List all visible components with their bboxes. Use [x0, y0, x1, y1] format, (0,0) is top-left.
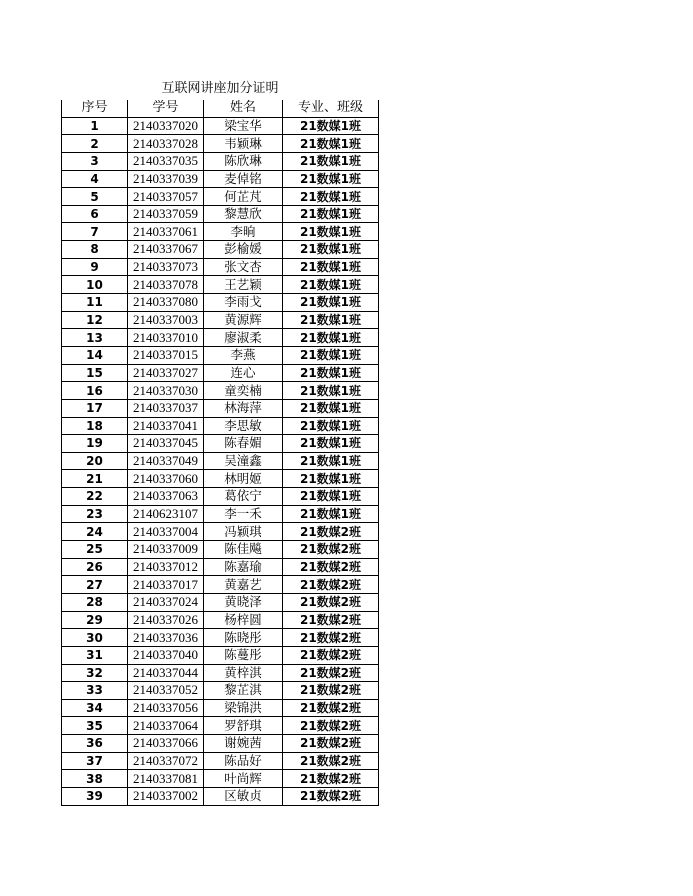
cell-name: 彭榆媛	[204, 241, 283, 259]
cell-student-id: 2140337039	[128, 170, 204, 188]
cell-student-id: 2140337056	[128, 699, 204, 717]
cell-name: 区敏贞	[204, 787, 283, 805]
cell-seq: 26	[62, 558, 128, 576]
cell-name: 黄源辉	[204, 311, 283, 329]
cell-student-id: 2140337063	[128, 488, 204, 506]
table-row	[62, 523, 379, 541]
table-row	[62, 682, 379, 700]
cell-class: 21数媒1班	[283, 276, 379, 294]
cell-seq: 16	[62, 382, 128, 400]
table-row	[62, 294, 379, 312]
cell-name: 韦颖琳	[204, 135, 283, 153]
cell-class: 21数媒1班	[283, 205, 379, 223]
cell-class: 21数媒1班	[283, 417, 379, 435]
table-row	[62, 611, 379, 629]
cell-seq: 25	[62, 541, 128, 559]
cell-student-id: 2140337045	[128, 435, 204, 453]
table-row	[62, 558, 379, 576]
cell-name: 葛依宁	[204, 488, 283, 506]
cell-name: 吴潼鑫	[204, 452, 283, 470]
table-row	[62, 170, 379, 188]
cell-seq: 37	[62, 752, 128, 770]
cell-name: 叶尚辉	[204, 770, 283, 788]
table-body	[62, 117, 379, 805]
cell-class: 21数媒2班	[283, 787, 379, 805]
cell-name: 黄晓泽	[204, 593, 283, 611]
cell-name: 林明姬	[204, 470, 283, 488]
cell-seq: 32	[62, 664, 128, 682]
cell-name: 廖淑柔	[204, 329, 283, 347]
table-row	[62, 188, 379, 206]
cell-class: 21数媒1班	[283, 399, 379, 417]
cell-student-id: 2140337002	[128, 787, 204, 805]
cell-name: 陈欣琳	[204, 152, 283, 170]
cell-name: 杨梓圆	[204, 611, 283, 629]
cell-student-id: 2140337027	[128, 364, 204, 382]
table-row	[62, 770, 379, 788]
table-row	[62, 258, 379, 276]
table-row	[62, 276, 379, 294]
cell-seq: 12	[62, 311, 128, 329]
cell-class: 21数媒1班	[283, 329, 379, 347]
cell-student-id: 2140337080	[128, 294, 204, 312]
cell-seq: 35	[62, 717, 128, 735]
cell-class: 21数媒2班	[283, 629, 379, 647]
cell-student-id: 2140337044	[128, 664, 204, 682]
cell-student-id: 2140337009	[128, 541, 204, 559]
cell-class: 21数媒1班	[283, 364, 379, 382]
table-row	[62, 135, 379, 153]
cell-name: 陈蔓彤	[204, 646, 283, 664]
cell-class: 21数媒2班	[283, 646, 379, 664]
cell-student-id: 2140337024	[128, 593, 204, 611]
table-row	[62, 699, 379, 717]
cell-name: 李晌	[204, 223, 283, 241]
cell-class: 21数媒2班	[283, 664, 379, 682]
cell-name: 麦倬铭	[204, 170, 283, 188]
cell-seq: 18	[62, 417, 128, 435]
cell-seq: 3	[62, 152, 128, 170]
cell-class: 21数媒2班	[283, 752, 379, 770]
cell-student-id: 2140337081	[128, 770, 204, 788]
cell-student-id: 2140337037	[128, 399, 204, 417]
cell-name: 陈晓彤	[204, 629, 283, 647]
cell-seq: 22	[62, 488, 128, 506]
cell-seq: 21	[62, 470, 128, 488]
column-header-seq: 序号	[62, 100, 128, 117]
cell-class: 21数媒2班	[283, 541, 379, 559]
cell-name: 黎慧欣	[204, 205, 283, 223]
cell-name: 李燕	[204, 346, 283, 364]
cell-seq: 14	[62, 346, 128, 364]
table-row	[62, 435, 379, 453]
cell-class: 21数媒2班	[283, 576, 379, 594]
cell-name: 梁锦洪	[204, 699, 283, 717]
cell-name: 谢婉茜	[204, 735, 283, 753]
cell-seq: 29	[62, 611, 128, 629]
cell-name: 何芷芃	[204, 188, 283, 206]
cell-class: 21数媒1班	[283, 346, 379, 364]
column-header-name: 姓名	[204, 100, 283, 117]
table-row	[62, 223, 379, 241]
cell-student-id: 2140337052	[128, 682, 204, 700]
cell-seq: 11	[62, 294, 128, 312]
table-row	[62, 364, 379, 382]
cell-student-id: 2140337073	[128, 258, 204, 276]
cell-seq: 2	[62, 135, 128, 153]
table-row	[62, 664, 379, 682]
cell-student-id: 2140337061	[128, 223, 204, 241]
cell-seq: 28	[62, 593, 128, 611]
cell-student-id: 2140337041	[128, 417, 204, 435]
cell-name: 冯颖琪	[204, 523, 283, 541]
table-row	[62, 541, 379, 559]
cell-class: 21数媒2班	[283, 682, 379, 700]
cell-class: 21数媒2班	[283, 770, 379, 788]
cell-seq: 1	[62, 117, 128, 135]
column-header-class: 专业、班级	[283, 100, 379, 117]
cell-student-id: 2140337049	[128, 452, 204, 470]
table-row	[62, 241, 379, 259]
cell-seq: 7	[62, 223, 128, 241]
cell-class: 21数媒2班	[283, 699, 379, 717]
cell-class: 21数媒2班	[283, 611, 379, 629]
cell-seq: 19	[62, 435, 128, 453]
cell-student-id: 2140337026	[128, 611, 204, 629]
cell-seq: 6	[62, 205, 128, 223]
table-row	[62, 382, 379, 400]
cell-seq: 33	[62, 682, 128, 700]
cell-seq: 34	[62, 699, 128, 717]
cell-class: 21数媒1班	[283, 505, 379, 523]
cell-class: 21数媒2班	[283, 593, 379, 611]
table-row	[62, 329, 379, 347]
cell-seq: 31	[62, 646, 128, 664]
cell-class: 21数媒1班	[283, 170, 379, 188]
cell-student-id: 2140337030	[128, 382, 204, 400]
cell-student-id: 2140337012	[128, 558, 204, 576]
cell-class: 21数媒1班	[283, 470, 379, 488]
page-title: 互联网讲座加分证明	[161, 81, 279, 96]
cell-name: 童奕楠	[204, 382, 283, 400]
cell-seq: 4	[62, 170, 128, 188]
cell-student-id: 2140337078	[128, 276, 204, 294]
cell-class: 21数媒2班	[283, 735, 379, 753]
cell-student-id: 2140337017	[128, 576, 204, 594]
table-row	[62, 646, 379, 664]
cell-student-id: 2140337020	[128, 117, 204, 135]
cell-name: 李思敏	[204, 417, 283, 435]
cell-seq: 8	[62, 241, 128, 259]
cell-student-id: 2140337057	[128, 188, 204, 206]
table-row	[62, 152, 379, 170]
table-row	[62, 470, 379, 488]
cell-class: 21数媒1班	[283, 488, 379, 506]
table-row	[62, 505, 379, 523]
cell-class: 21数媒1班	[283, 435, 379, 453]
cell-seq: 23	[62, 505, 128, 523]
cell-name: 连心	[204, 364, 283, 382]
cell-class: 21数媒1班	[283, 117, 379, 135]
cell-seq: 15	[62, 364, 128, 382]
cell-class: 21数媒1班	[283, 258, 379, 276]
cell-name: 王艺颖	[204, 276, 283, 294]
cell-class: 21数媒1班	[283, 311, 379, 329]
cell-student-id: 2140623107	[128, 505, 204, 523]
cell-student-id: 2140337028	[128, 135, 204, 153]
table-row	[62, 717, 379, 735]
table-row	[62, 488, 379, 506]
cell-student-id: 2140337064	[128, 717, 204, 735]
cell-class: 21数媒1班	[283, 135, 379, 153]
cell-seq: 13	[62, 329, 128, 347]
cell-class: 21数媒1班	[283, 452, 379, 470]
cell-name: 陈佳飚	[204, 541, 283, 559]
column-header-student-id: 学号	[128, 100, 204, 117]
cell-student-id: 2140337004	[128, 523, 204, 541]
table-row	[62, 452, 379, 470]
table-row	[62, 629, 379, 647]
table-row	[62, 205, 379, 223]
cell-name: 黄嘉艺	[204, 576, 283, 594]
table-row	[62, 576, 379, 594]
cell-class: 21数媒1班	[283, 382, 379, 400]
cell-student-id: 2140337072	[128, 752, 204, 770]
cell-class: 21数媒2班	[283, 523, 379, 541]
cell-student-id: 2140337010	[128, 329, 204, 347]
roster-table	[61, 100, 379, 806]
table-row	[62, 399, 379, 417]
table-row	[62, 593, 379, 611]
table-row	[62, 735, 379, 753]
cell-name: 梁宝华	[204, 117, 283, 135]
cell-name: 张文杏	[204, 258, 283, 276]
cell-name: 陈春媚	[204, 435, 283, 453]
cell-student-id: 2140337059	[128, 205, 204, 223]
cell-class: 21数媒1班	[283, 294, 379, 312]
cell-name: 黎芷淇	[204, 682, 283, 700]
cell-seq: 39	[62, 787, 128, 805]
cell-student-id: 2140337036	[128, 629, 204, 647]
cell-seq: 9	[62, 258, 128, 276]
cell-seq: 38	[62, 770, 128, 788]
cell-student-id: 2140337003	[128, 311, 204, 329]
table-header-row	[62, 100, 379, 117]
cell-student-id: 2140337015	[128, 346, 204, 364]
cell-seq: 24	[62, 523, 128, 541]
cell-student-id: 2140337066	[128, 735, 204, 753]
cell-name: 陈品好	[204, 752, 283, 770]
cell-seq: 17	[62, 399, 128, 417]
table-row	[62, 787, 379, 805]
cell-seq: 20	[62, 452, 128, 470]
cell-seq: 36	[62, 735, 128, 753]
cell-class: 21数媒1班	[283, 152, 379, 170]
cell-student-id: 2140337067	[128, 241, 204, 259]
cell-name: 罗舒琪	[204, 717, 283, 735]
cell-seq: 30	[62, 629, 128, 647]
cell-student-id: 2140337060	[128, 470, 204, 488]
cell-seq: 27	[62, 576, 128, 594]
cell-seq: 5	[62, 188, 128, 206]
cell-class: 21数媒2班	[283, 558, 379, 576]
cell-student-id: 2140337035	[128, 152, 204, 170]
cell-seq: 10	[62, 276, 128, 294]
table-row	[62, 117, 379, 135]
cell-class: 21数媒1班	[283, 223, 379, 241]
table-row	[62, 346, 379, 364]
cell-class: 21数媒2班	[283, 717, 379, 735]
cell-student-id: 2140337040	[128, 646, 204, 664]
cell-name: 李一禾	[204, 505, 283, 523]
table-row	[62, 417, 379, 435]
cell-name: 陈嘉瑜	[204, 558, 283, 576]
cell-name: 李雨戈	[204, 294, 283, 312]
cell-name: 黄梓淇	[204, 664, 283, 682]
table-row	[62, 311, 379, 329]
cell-class: 21数媒1班	[283, 188, 379, 206]
cell-name: 林海萍	[204, 399, 283, 417]
cell-class: 21数媒1班	[283, 241, 379, 259]
table-row	[62, 752, 379, 770]
